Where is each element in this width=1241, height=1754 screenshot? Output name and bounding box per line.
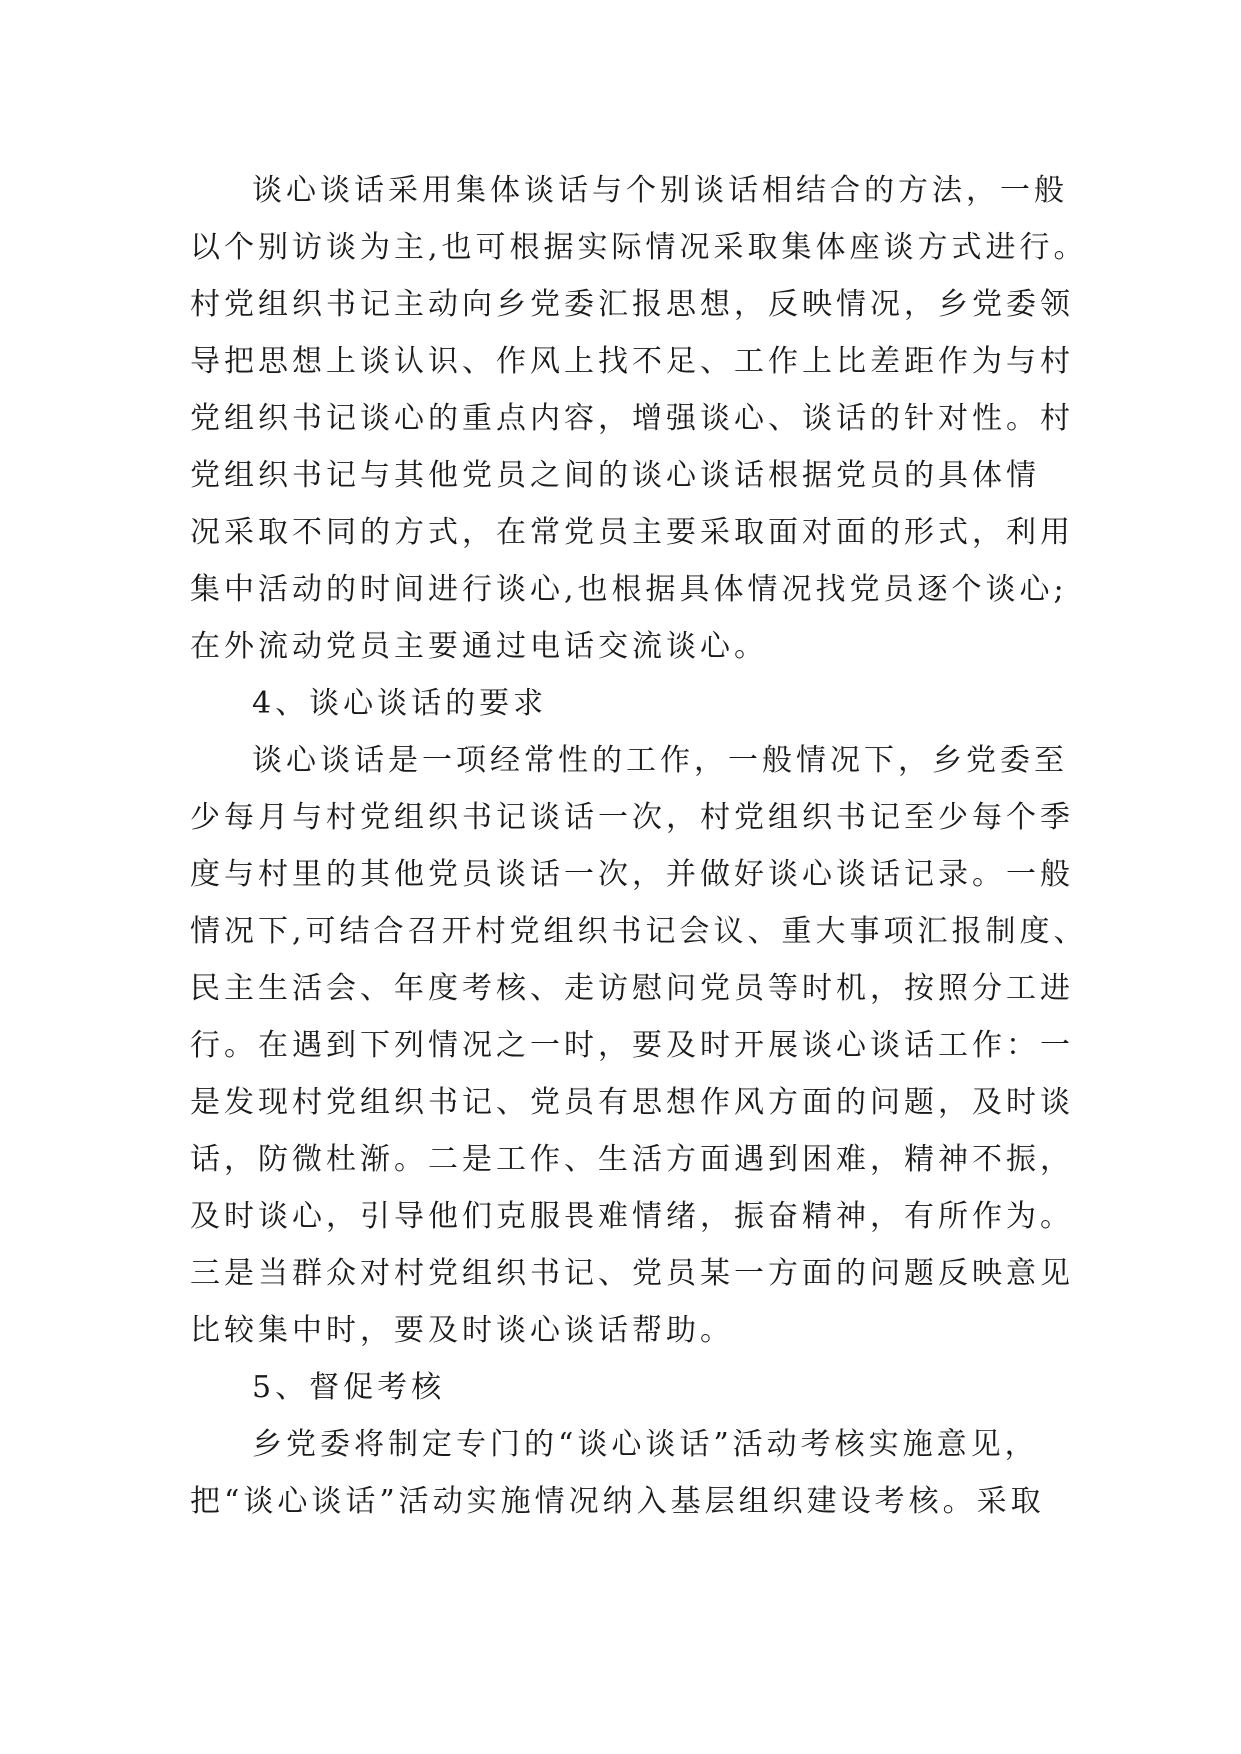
text-line: 在外流动党员主要通过电话交流谈心。 (190, 629, 768, 664)
text-line: 以个别访谈为主,也可根据实际情况采取集体座谈方式进行。 (190, 230, 1088, 265)
document-body (190, 162, 1090, 1530)
text-line: 4、谈心谈话的要求 (252, 686, 548, 721)
text-line: 比较集中时，要及时谈心谈话帮助。 (190, 1313, 734, 1348)
text-line: 及时谈心，引导他们克服畏难情绪，振奋精神，有所作为。 (190, 1199, 1074, 1234)
text-line: 谈心谈话采用集体谈话与个别谈话相结合的方法，一般 (252, 173, 1068, 208)
text-line: 度与村里的其他党员谈话一次，并做好谈心谈话记录。一般 (190, 857, 1074, 892)
text-line: 5、督促考核 (252, 1370, 446, 1405)
text-line: 况采取不同的方式，在常党员主要采取面对面的形式，利用 (190, 515, 1074, 550)
text-line: 三是当群众对村党组织书记、党员某一方面的问题反映意见 (190, 1256, 1074, 1291)
text-line: 党组织书记与其他党员之间的谈心谈话根据党员的具体情 (190, 458, 1040, 493)
text-line: 党组织书记谈心的重点内容，增强谈心、谈话的针对性。村 (190, 401, 1074, 436)
text-line: 民主生活会、年度考核、走访慰问党员等时机，按照分工进 (190, 971, 1074, 1006)
text-line: 村党组织书记主动向乡党委汇报思想，反映情况，乡党委领 (190, 287, 1074, 322)
text-line: 导把思想上谈认识、作风上找不足、工作上比差距作为与村 (190, 344, 1074, 379)
text-line: 集中活动的时间进行谈心,也根据具体情况找党员逐个谈心; (190, 572, 1068, 607)
text-line: 把“谈心谈话”活动实施情况纳入基层组织建设考核。采取 (190, 1484, 1045, 1519)
text-line: 是发现村党组织书记、党员有思想作风方面的问题，及时谈 (190, 1085, 1074, 1120)
text-line: 情况下,可结合召开村党组织书记会议、重大事项汇报制度、 (190, 914, 1088, 949)
text-line: 话，防微杜渐。二是工作、生活方面遇到困难，精神不振， (190, 1142, 1074, 1177)
text-line: 乡党委将制定专门的“谈心谈话”活动考核实施意见， (252, 1427, 1039, 1462)
text-line: 行。在遇到下列情况之一时，要及时开展谈心谈话工作：一 (190, 1028, 1074, 1063)
text-line: 少每月与村党组织书记谈话一次，村党组织书记至少每个季 (190, 800, 1074, 835)
text-line: 谈心谈话是一项经常性的工作，一般情况下，乡党委至 (252, 743, 1068, 778)
